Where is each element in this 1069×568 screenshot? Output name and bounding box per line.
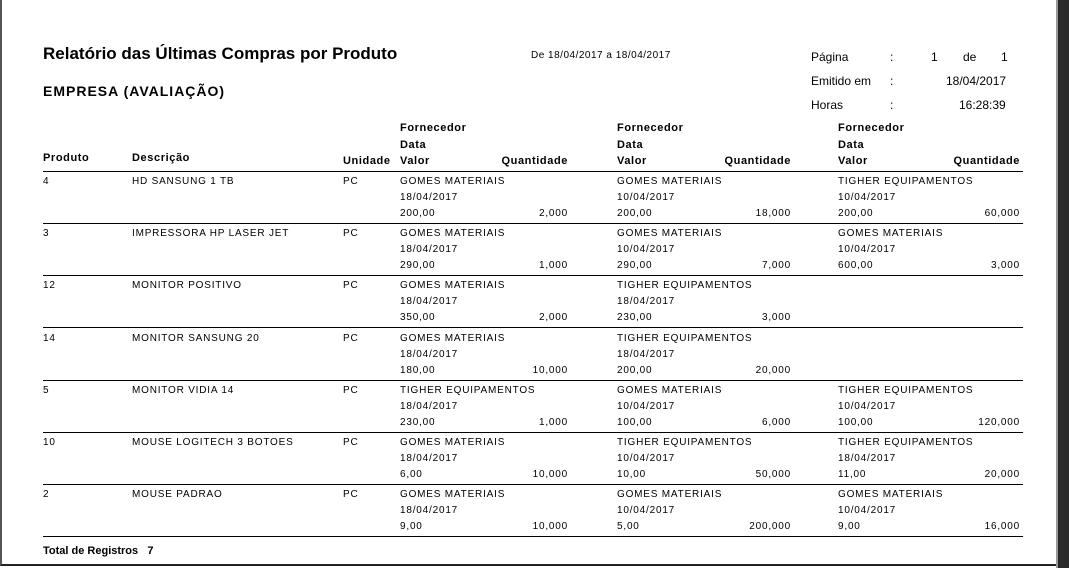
valor: 290,00	[617, 260, 653, 272]
col-data-2: Data	[617, 139, 644, 151]
report-title: Relatório das Últimas Compras por Produto	[43, 44, 398, 63]
table-row	[2, 485, 1062, 537]
descricao: MONITOR POSITIVO	[132, 280, 242, 292]
unidade: PC	[343, 228, 359, 240]
data: 10/04/2017	[838, 244, 897, 256]
data: 18/04/2017	[617, 348, 676, 360]
fornecedor: GOMES MATERIAIS	[400, 489, 506, 501]
fornecedor: GOMES MATERIAIS	[400, 280, 506, 292]
valor: 350,00	[400, 312, 436, 324]
data: 18/04/2017	[400, 192, 459, 203]
data: 18/04/2017	[400, 505, 459, 517]
unidade: PC	[343, 332, 359, 344]
quantidade: 18,000	[755, 208, 791, 219]
valor: 290,00	[400, 260, 436, 272]
fornecedor: GOMES MATERIAIS	[838, 228, 944, 240]
time-sep: :	[890, 98, 894, 112]
valor: 10,00	[617, 469, 647, 480]
fornecedor: TIGHER EQUIPAMENTOS	[617, 280, 753, 292]
produto: 12	[43, 280, 56, 292]
produto: 14	[43, 332, 56, 344]
valor: 230,00	[400, 416, 436, 428]
valor: 100,00	[838, 416, 874, 428]
quantidade: 2,000	[538, 208, 568, 219]
total-label: Total de Registros	[43, 545, 139, 557]
unidade: PC	[343, 384, 359, 396]
data: 10/04/2017	[838, 192, 897, 203]
valor: 11,00	[838, 469, 867, 480]
quantidade: 3,000	[761, 312, 791, 324]
valor: 9,00	[838, 521, 861, 533]
page-sep: :	[890, 50, 894, 64]
quantidade: 60,000	[984, 208, 1020, 219]
valor: 100,00	[617, 416, 653, 428]
unidade: PC	[343, 176, 359, 187]
page-shadow-dark	[1058, 0, 1069, 568]
quantidade: 1,000	[538, 416, 568, 428]
valor: 200,00	[617, 208, 653, 219]
fornecedor: TIGHER EQUIPAMENTOS	[400, 384, 536, 396]
descricao: MONITOR SANSUNG 20	[132, 332, 260, 344]
data: 10/04/2017	[838, 400, 897, 412]
table-row	[2, 329, 1062, 381]
valor: 9,00	[400, 521, 423, 533]
descricao: MONITOR VIDIA 14	[132, 384, 235, 396]
page-total: 1	[1001, 50, 1008, 64]
quantidade: 20,000	[755, 364, 791, 376]
valor: 600,00	[838, 260, 874, 272]
quantidade: 50,000	[755, 469, 791, 480]
data: 10/04/2017	[617, 505, 676, 517]
time-label: Horas	[811, 98, 844, 112]
data: 18/04/2017	[400, 348, 459, 360]
valor: 5,00	[617, 521, 640, 533]
quantidade: 2,000	[538, 312, 568, 324]
col-quantidade-3: Quantidade	[953, 155, 1020, 167]
issued-date: 18/04/2017	[946, 74, 1007, 88]
col-fornecedor-3: Fornecedor	[838, 122, 905, 134]
quantidade: 6,000	[761, 416, 791, 428]
fornecedor: TIGHER EQUIPAMENTOS	[617, 332, 753, 344]
table-row	[2, 276, 1062, 328]
valor: 230,00	[617, 312, 653, 324]
fornecedor: GOMES MATERIAIS	[400, 437, 506, 448]
produto: 4	[43, 176, 50, 187]
issued-sep: :	[890, 74, 894, 88]
produto: 3	[43, 228, 50, 240]
valor: 200,00	[617, 364, 653, 376]
col-data-1: Data	[400, 139, 427, 151]
total-value: 7	[147, 545, 154, 557]
period: De 18/04/2017 a 18/04/2017	[531, 50, 671, 61]
fornecedor: TIGHER EQUIPAMENTOS	[838, 176, 974, 187]
fornecedor: TIGHER EQUIPAMENTOS	[617, 437, 753, 448]
table-row	[2, 433, 1062, 485]
col-valor-2: Valor	[617, 155, 647, 167]
fornecedor: GOMES MATERIAIS	[617, 228, 723, 240]
valor: 6,00	[400, 469, 423, 480]
data: 10/04/2017	[838, 505, 897, 517]
col-quantidade-1: Quantidade	[501, 155, 568, 167]
descricao: HD SANSUNG 1 TB	[132, 176, 235, 187]
quantidade: 10,000	[532, 469, 568, 480]
produto: 10	[43, 437, 56, 448]
fornecedor: GOMES MATERIAIS	[617, 176, 723, 187]
data: 10/04/2017	[617, 453, 676, 464]
col-valor-1: Valor	[400, 155, 430, 167]
fornecedor: GOMES MATERIAIS	[400, 176, 506, 187]
data: 10/04/2017	[617, 400, 676, 412]
quantidade: 1,000	[538, 260, 568, 272]
fornecedor: TIGHER EQUIPAMENTOS	[838, 384, 974, 396]
col-data-3: Data	[838, 139, 865, 151]
valor: 200,00	[838, 208, 874, 219]
descricao: MOUSE LOGITECH 3 BOTOES	[132, 437, 294, 448]
time-value: 16:28:39	[959, 98, 1006, 112]
produto: 2	[43, 489, 50, 501]
table-row	[2, 172, 1062, 224]
quantidade: 200,000	[749, 521, 791, 533]
data: 18/04/2017	[400, 296, 459, 308]
col-valor-3: Valor	[838, 155, 868, 167]
data: 18/04/2017	[400, 453, 459, 464]
quantidade: 10,000	[532, 521, 568, 533]
col-fornecedor-1: Fornecedor	[400, 122, 467, 134]
data: 18/04/2017	[617, 296, 676, 308]
descricao: MOUSE PADRAO	[132, 489, 223, 501]
valor: 200,00	[400, 208, 436, 219]
quantidade: 3,000	[990, 260, 1020, 272]
table-row	[2, 381, 1062, 433]
quantidade: 10,000	[532, 364, 568, 376]
fornecedor: GOMES MATERIAIS	[400, 228, 506, 240]
page-label: Página	[811, 50, 849, 64]
unidade: PC	[343, 489, 359, 501]
produto: 5	[43, 384, 50, 396]
col-quantidade-2: Quantidade	[724, 155, 791, 167]
quantidade: 120,000	[978, 416, 1020, 428]
descricao: IMPRESSORA HP LASER JET	[132, 228, 290, 240]
table-row	[2, 224, 1062, 276]
quantidade: 7,000	[761, 260, 791, 272]
total-records	[43, 545, 153, 557]
fornecedor: GOMES MATERIAIS	[400, 332, 506, 344]
col-produto: Produto	[43, 152, 90, 164]
unidade: PC	[343, 280, 359, 292]
issued-label: Emitido em	[811, 74, 872, 88]
fornecedor: GOMES MATERIAIS	[838, 489, 944, 501]
data: 18/04/2017	[400, 400, 459, 412]
data: 10/04/2017	[617, 244, 676, 256]
data: 18/04/2017	[400, 244, 459, 256]
col-descricao: Descrição	[132, 152, 190, 164]
page-of: de	[963, 50, 977, 64]
data: 18/04/2017	[838, 453, 897, 464]
fornecedor: TIGHER EQUIPAMENTOS	[838, 437, 974, 448]
col-fornecedor-2: Fornecedor	[617, 122, 684, 134]
quantidade: 16,000	[984, 521, 1020, 533]
fornecedor: GOMES MATERIAIS	[617, 384, 723, 396]
company-name: EMPRESA (AVALIAÇÃO)	[43, 83, 226, 99]
page-number: 1	[931, 50, 938, 64]
row-divider	[43, 536, 1023, 537]
unidade: PC	[343, 437, 359, 448]
valor: 180,00	[400, 364, 436, 376]
quantidade: 20,000	[984, 469, 1020, 480]
data: 10/04/2017	[617, 192, 676, 203]
col-unidade: Unidade	[343, 155, 391, 167]
fornecedor: GOMES MATERIAIS	[617, 489, 723, 501]
